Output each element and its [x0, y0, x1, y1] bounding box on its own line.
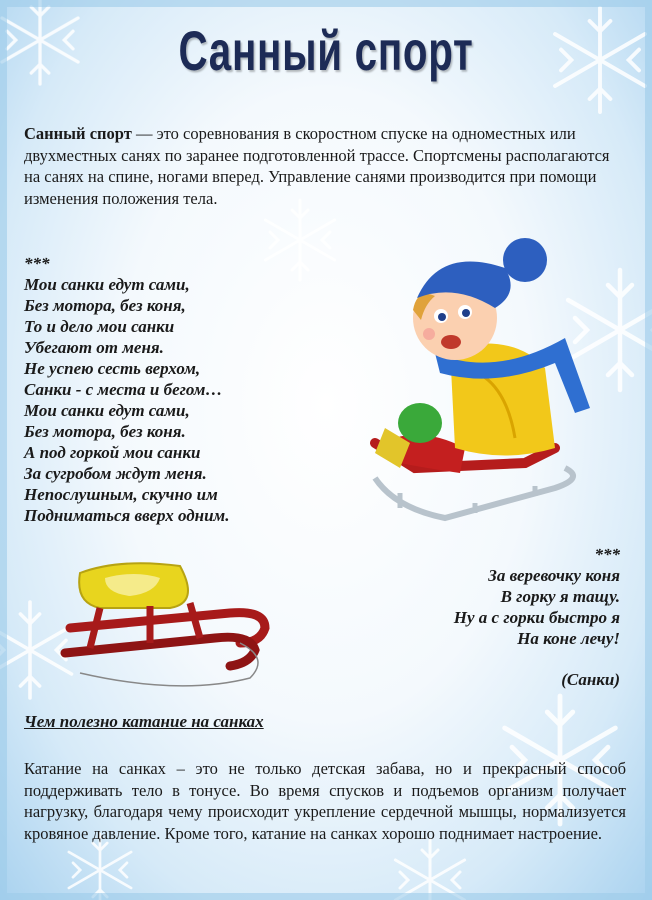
intro-term: Санный спорт	[24, 124, 132, 143]
poem-line: Убегают от меня.	[24, 338, 164, 357]
poem-separator: ***	[594, 545, 620, 564]
poem-line: То и дело мои санки	[24, 317, 175, 336]
page-title: Санный спорт	[178, 19, 474, 82]
snowflake-icon	[555, 8, 645, 112]
poem-line: Без мотора, без коня.	[24, 422, 186, 441]
poem-line: Мои санки едут сами,	[24, 401, 190, 420]
sled-image	[60, 548, 280, 698]
poem-line: Ну а с горки быстро я	[453, 608, 620, 627]
section-heading: Чем полезно катание на санках	[24, 712, 264, 731]
poem-line: Без мотора, без коня,	[24, 296, 186, 315]
poem-line: Не успею сесть верхом,	[24, 359, 201, 378]
poem-line: За веревочку коня	[488, 566, 620, 585]
snowflake-icon	[2, 0, 78, 84]
poem-1	[24, 253, 354, 526]
poem-line: Непослушным, скучно им	[24, 485, 218, 504]
poem-line: В горку я тащу.	[500, 587, 620, 606]
poem-line: За сугробом ждут меня.	[24, 464, 207, 483]
body-paragraph: Катание на санках – это не только детская забава, но и прекрасный способ поддерживать тело в тонусе. Во время спусков и подъемов организм получает нагрузку, благодаря чему происходит укрепление сердечной мышцы, нормализуется кровяное давление. Кроме того, катание на санках хорошо поднимает настроение.	[24, 759, 626, 843]
poem-separator: ***	[24, 254, 50, 273]
snowflake-icon	[395, 840, 464, 900]
poem-line: На коне лечу!	[517, 629, 620, 648]
poem-2	[320, 544, 620, 690]
poem-line: Санки - с места и бегом…	[24, 380, 223, 399]
intro-paragraph	[24, 123, 624, 209]
intro-text: — это соревнования в скоростном спуске на одноместных или двухместных санях по заранее подготовленной трассе. Спортсмены располагаются на санях на спине, ногами вперед. Управление санями производится при помощи изменения положения тела.	[24, 124, 610, 208]
poem-line: Мои санки едут сами,	[24, 275, 190, 294]
poem-author: (Санки)	[561, 670, 620, 689]
poem-line: А под горкой мои санки	[24, 443, 201, 462]
poem-line: Подниматься вверх одним.	[24, 506, 230, 525]
child-on-sled-image	[355, 238, 615, 538]
